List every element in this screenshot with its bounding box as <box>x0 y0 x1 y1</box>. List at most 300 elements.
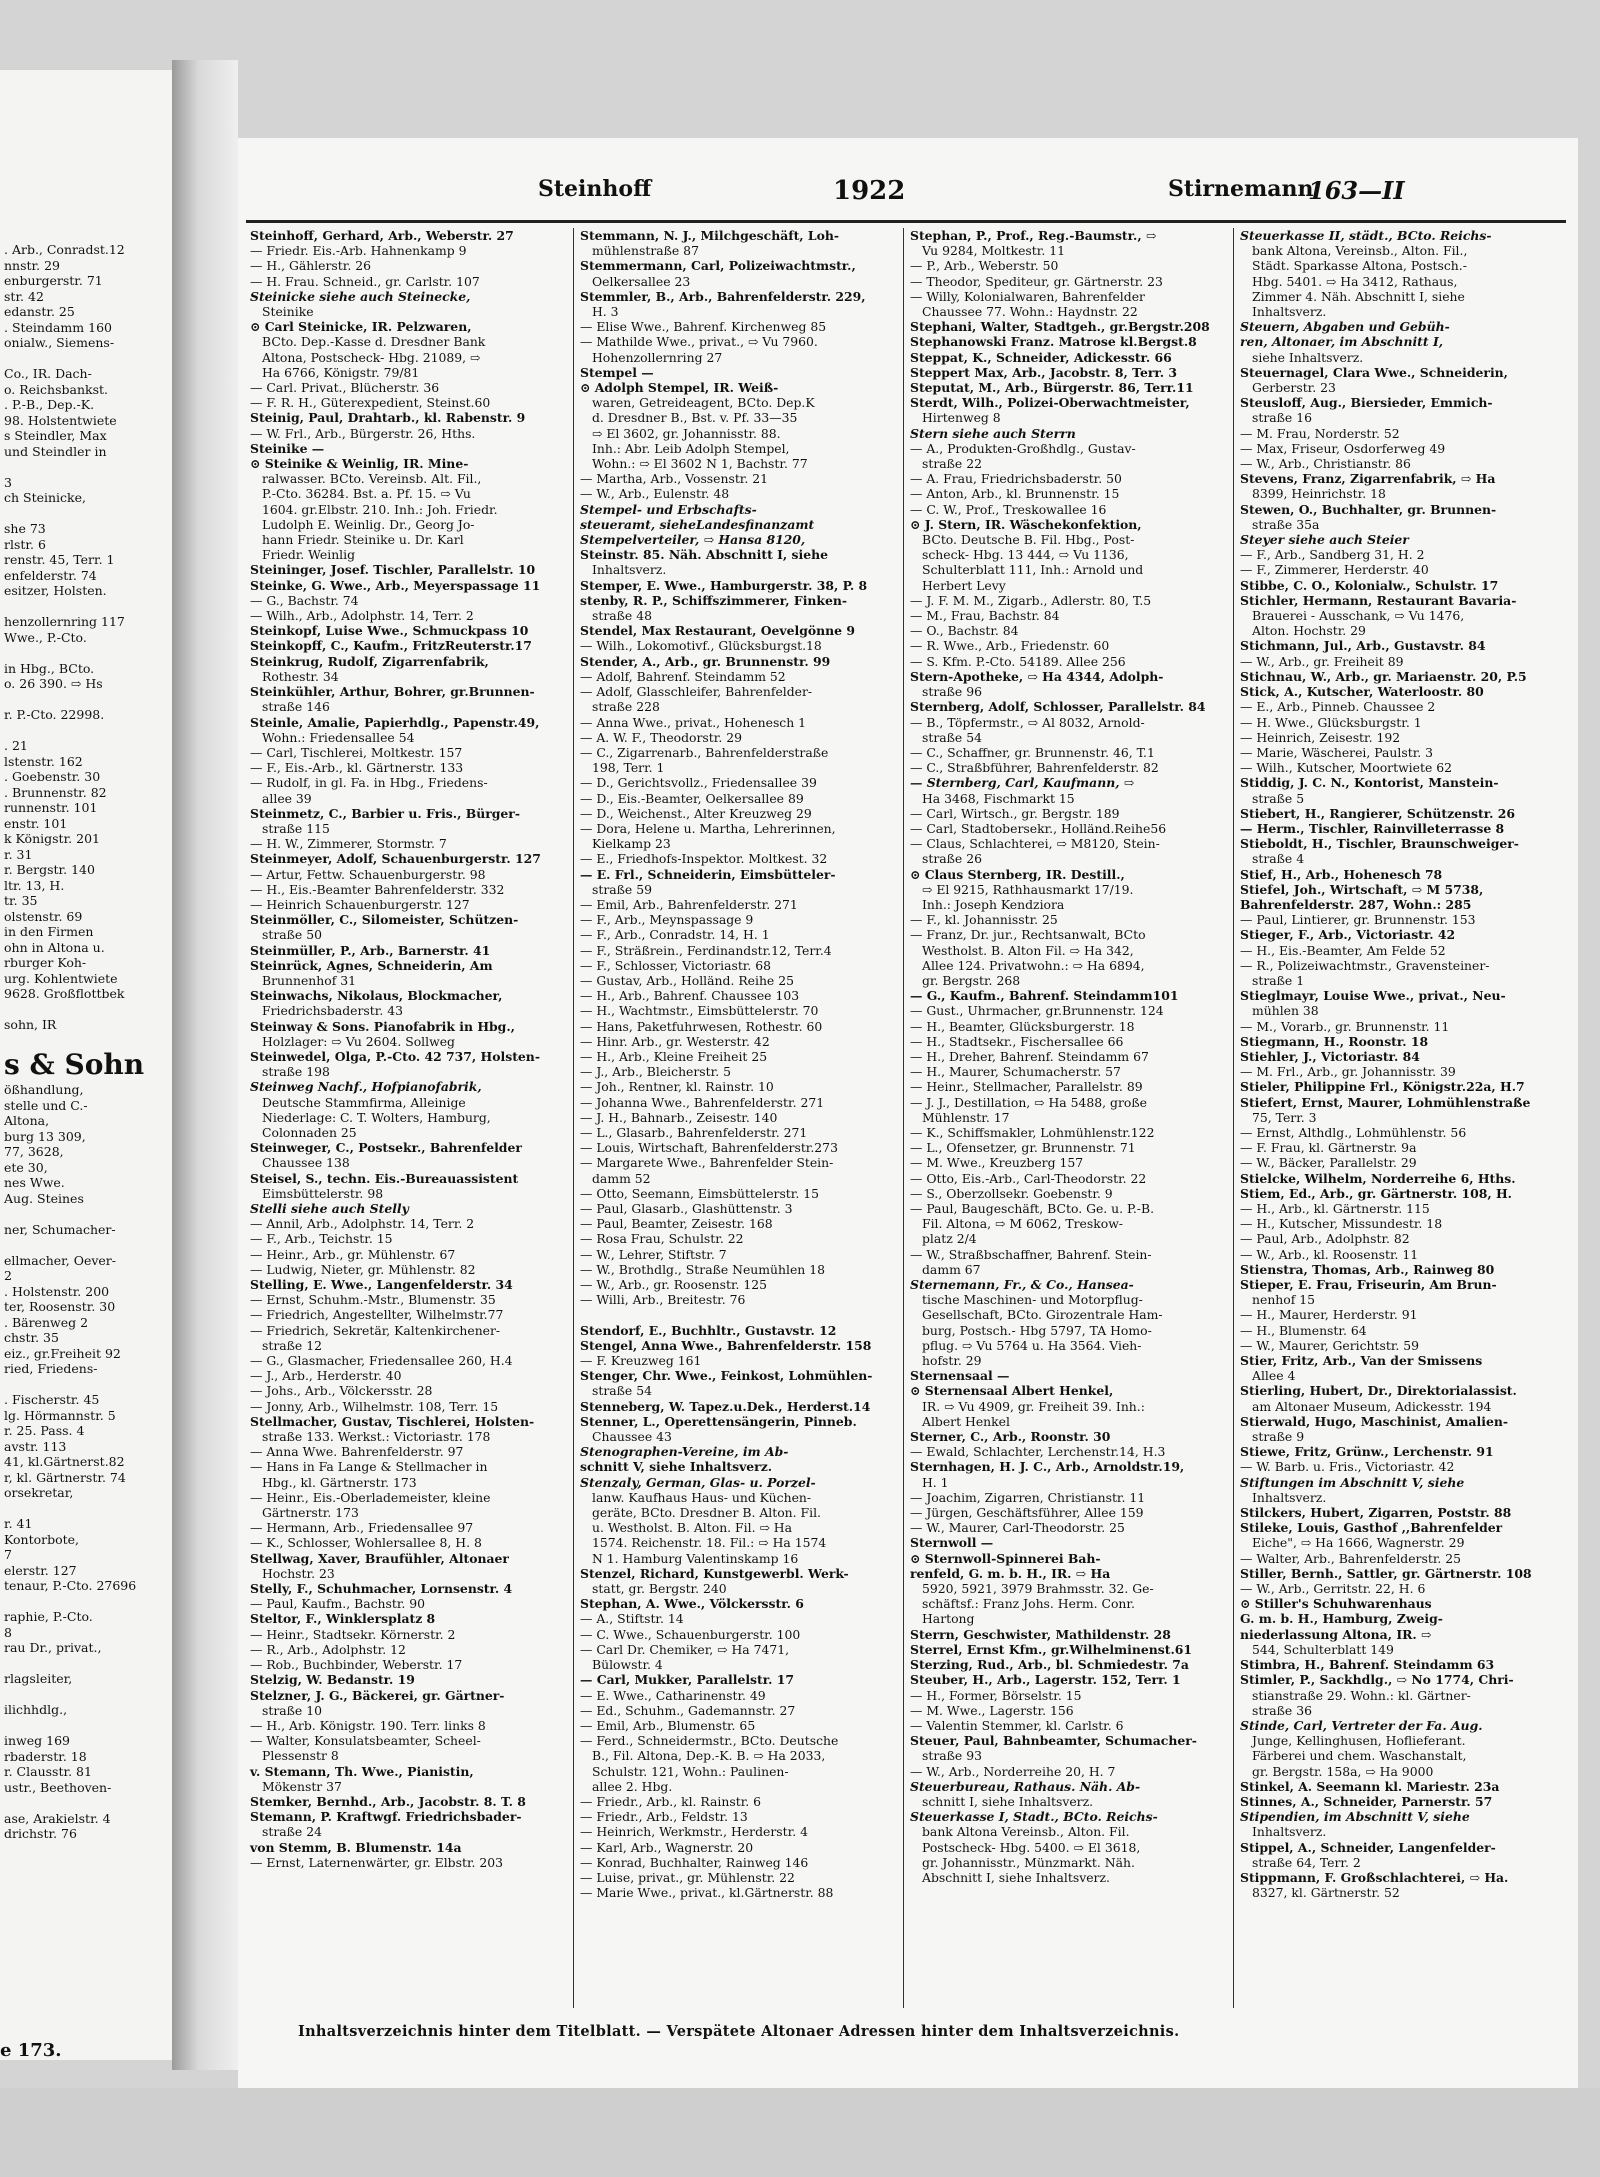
directory-entry: ⇨ El 3602, gr. Johannisstr. 88. <box>592 425 781 441</box>
directory-entry: straße 48 <box>592 608 652 624</box>
directory-entry: — W., Arb., Norderreihe 20, H. 7 <box>910 1763 1116 1779</box>
directory-entry: Stichnau, W., Arb., gr. Mariaenstr. 20, P.5 <box>1240 668 1527 684</box>
left-page-line: o. Reichsbankst. <box>4 381 109 397</box>
left-page-number: e 173. <box>0 2040 62 2061</box>
directory-entry: — W., Bäcker, Parallelstr. 29 <box>1240 1155 1417 1171</box>
directory-entry: — W., Brothdlg., Straße Neumühlen 18 <box>580 1261 825 1277</box>
left-page-line <box>0 1687 172 1703</box>
directory-entry: — S., Oberzollsekr. Goebenstr. 9 <box>910 1185 1113 1201</box>
left-page-line: enburgerstr. 71 <box>4 273 103 288</box>
column-2 <box>576 228 904 2008</box>
directory-entry: 198, Terr. 1 <box>592 760 665 776</box>
directory-entry: — M., Vorarb., gr. Brunnenstr. 11 <box>1240 1018 1450 1034</box>
directory-entry: Stippel, A., Schneider, Langenfelder- <box>1240 1839 1496 1855</box>
left-page-line: ner, Schumacher- <box>4 1221 116 1237</box>
directory-entry: — F., Eis.-Arb., kl. Gärtnerstr. 133 <box>250 760 464 776</box>
directory-entry: Allee 124. Privatwohn.: ⇨ Ha 6894, <box>922 957 1145 973</box>
directory-entry: straße 96 <box>922 684 982 700</box>
directory-entry: ⊙ Steinike & Weinlig, IR. Mine- <box>250 456 469 472</box>
directory-entry: allee 2. Hbg. <box>592 1778 673 1794</box>
left-page-line: drichstr. 76 <box>4 1826 77 1841</box>
left-page-line <box>0 1002 172 1018</box>
directory-entry: straße 133. Werkst.: Victoriastr. 178 <box>262 1429 491 1445</box>
left-page-line: r. 31 <box>4 846 33 862</box>
directory-entry: Steisel, S., techn. Eis.-Bureauassistent <box>250 1170 519 1186</box>
left-page-line: . Arb., Conradst.12 <box>4 242 125 257</box>
directory-entry: Plessenstr 8 <box>262 1748 339 1764</box>
directory-entry: Niederlage: C. T. Wolters, Hamburg, <box>262 1109 491 1125</box>
directory-entry: Steinmöller, C., Silomeister, Schützen- <box>250 912 519 928</box>
directory-entry <box>576 1307 904 1322</box>
left-page-line <box>0 645 172 661</box>
left-page-line <box>0 723 172 739</box>
directory-columns <box>246 228 1566 2008</box>
directory-entry: — Marie Wwe., privat., kl.Gärtnerstr. 88 <box>580 1885 834 1901</box>
directory-entry: siehe Inhaltsverz. <box>1252 349 1364 365</box>
directory-entry: Stellwag, Xaver, Braufühler, Altonaer <box>250 1550 509 1566</box>
directory-entry: — M., Frau, Bachstr. 84 <box>910 608 1060 624</box>
left-page-line <box>0 1377 172 1393</box>
page-footer-note: Inhaltsverzeichnis hinter dem Titelblatt. — Verspätete Altonaer Adressen hinter dem Inhaltsverzeichnis. <box>298 2023 1180 2040</box>
left-page-line: lstenstr. 162 <box>4 753 83 769</box>
directory-entry: lanw. Kaufhaus Haus- und Küchen- <box>592 1489 812 1505</box>
directory-entry: Steinke, G. Wwe., Arb., Meyerspassage 11 <box>250 577 541 593</box>
directory-entry: Steinkopf, Luise Wwe., Schmuckpass 10 <box>250 623 529 639</box>
directory-entry: Stiddig, J. C. N., Kontorist, Manstein- <box>1240 775 1499 791</box>
left-page-line: . Steindamm 160 <box>4 319 112 335</box>
directory-entry: Stieboldt, H., Tischler, Braunschweiger- <box>1240 836 1519 852</box>
directory-entry: Stemper, E. Wwe., Hamburgerstr. 38, P. 8 <box>580 577 868 593</box>
directory-entry: Deutsche Stammfirma, Alleinige <box>262 1094 466 1110</box>
directory-entry: — F., Sträßrein., Ferdinandstr.12, Terr.4 <box>580 942 832 958</box>
directory-entry: Stemker, Bernhd., Arb., Jacobstr. 8. T. 8 <box>250 1793 526 1809</box>
directory-entry: — R., Polizeiwachtmstr., Gravensteiner- <box>1240 957 1490 973</box>
left-page-line: rbaderstr. 18 <box>4 1748 87 1764</box>
directory-entry: Steinhoff, Gerhard, Arb., Weberstr. 27 <box>250 228 514 243</box>
left-page-line: raphie, P.-Cto. <box>4 1609 93 1624</box>
directory-entry: — Wilh., Lokomotivf., Glücksburgst.18 <box>580 638 822 654</box>
directory-entry: — Jonny, Arb., Wilhelmstr. 108, Terr. 15 <box>250 1398 499 1414</box>
directory-entry: Stiftungen im Abschnitt V, siehe <box>1240 1474 1465 1490</box>
left-page-line: elerstr. 127 <box>4 1562 77 1578</box>
directory-entry: Stempelverteiler, ⇨ Hansa 8120, <box>580 532 806 548</box>
directory-entry: — E., Arb., Pinneb. Chaussee 2 <box>1240 699 1436 715</box>
left-page-line: she 73 <box>4 521 46 536</box>
left-page-line: . 21 <box>4 738 28 753</box>
directory-entry: — Friedr., Arb., Feldstr. 13 <box>580 1809 748 1825</box>
left-page-fragment <box>0 70 174 2060</box>
directory-entry: ren, Altonaer, im Abschnitt I, <box>1240 334 1444 350</box>
directory-entry: — Walter, Arb., Bahrenfelderstr. 25 <box>1240 1550 1462 1566</box>
directory-entry: — Carl, Stadtobersekr., Holländ.Reihe56 <box>910 820 1167 836</box>
left-page-lines-continued <box>0 1082 172 1842</box>
directory-entry: Holzlager: ⇨ Vu 2604. Sollweg <box>262 1033 455 1049</box>
directory-entry: — C., Schaffner, gr. Brunnenstr. 46, T.1 <box>910 744 1155 760</box>
directory-entry: Altona, Postscheck- Hbg. 21089, ⇨ <box>262 349 481 365</box>
directory-entry: Stileke, Louis, Gasthof ,,Bahrenfelder <box>1240 1520 1503 1536</box>
directory-entry: straße 9 <box>1252 1429 1305 1445</box>
directory-entry: — J. H., Bahnarb., Zeisestr. 140 <box>580 1109 778 1125</box>
directory-entry: Inh.: Abr. Leib Adolph Stempel, <box>592 440 790 456</box>
directory-entry: Stierwald, Hugo, Maschinist, Amalien- <box>1240 1413 1508 1429</box>
directory-entry: — Joh., Rentner, kl. Rainstr. 10 <box>580 1079 774 1095</box>
directory-entry: — Johanna Wwe., Bahrenfelderstr. 271 <box>580 1094 825 1110</box>
directory-entry: — H. W., Zimmerer, Stormstr. 7 <box>250 836 447 852</box>
directory-entry: straße 10 <box>262 1702 322 1718</box>
directory-entry: — W., Arb., gr. Freiheit 89 <box>1240 653 1404 669</box>
directory-entry: — Mathilde Wwe., privat., ⇨ Vu 7960. <box>580 334 818 350</box>
directory-entry: — E., Friedhofs-Inspektor. Moltkest. 32 <box>580 851 828 867</box>
column-3 <box>906 228 1234 2008</box>
directory-entry: Friedr. Weinlig <box>262 547 356 563</box>
directory-entry: — Hermann, Arb., Friedensallee 97 <box>250 1520 474 1536</box>
directory-entry: — Emil, Arb., Blumenstr. 65 <box>580 1717 756 1733</box>
directory-entry: BCto. Deutsche B. Fil. Hbg., Post- <box>922 532 1135 548</box>
directory-entry: — J., Arb., Herderstr. 40 <box>250 1368 402 1384</box>
directory-entry: Stier, Fritz, Arb., Van der Smissens <box>1240 1353 1483 1369</box>
directory-entry: Stienstra, Thomas, Arb., Rainweg 80 <box>1240 1261 1495 1277</box>
directory-entry: 8327, kl. Gärtnerstr. 52 <box>1252 1885 1400 1901</box>
directory-entry: stenby, R. P., Schiffszimmerer, Finken- <box>580 592 848 608</box>
directory-entry: Stiewe, Fritz, Grünw., Lerchenstr. 91 <box>1240 1444 1494 1460</box>
directory-entry: Stilckers, Hubert, Zigarren, Poststr. 88 <box>1240 1505 1512 1521</box>
directory-entry: straße 59 <box>592 881 652 897</box>
directory-entry: straße 5 <box>1252 790 1305 806</box>
left-page-line: enfelderstr. 74 <box>4 567 97 583</box>
directory-entry: Steuern, Abgaben und Gebüh- <box>1240 319 1450 335</box>
left-page-line: 77, 3628, <box>4 1144 64 1159</box>
left-page-line: ößhandlung, <box>4 1082 84 1097</box>
directory-entry: Bülowstr. 4 <box>592 1657 663 1673</box>
directory-entry: — H., Gählerstr. 26 <box>250 258 371 274</box>
directory-entry: — C. W., Prof., Treskowallee 16 <box>910 501 1107 517</box>
directory-entry: Brauerei - Ausschank, ⇨ Vu 1476, <box>1252 608 1465 624</box>
directory-entry: Hohenzollernring 27 <box>592 349 723 365</box>
directory-entry: Zimmer 4. Näh. Abschnitt I, siehe <box>1252 288 1465 304</box>
directory-entry: straße 36 <box>1252 1702 1312 1718</box>
directory-entry: Stephanowski Franz. Matrose kl.Bergst.8 <box>910 334 1197 350</box>
directory-entry: u. Westholst. B. Alton. Fil. ⇨ Ha <box>592 1520 792 1536</box>
directory-entry: platz 2/4 <box>922 1231 977 1247</box>
directory-entry: — Heinrich, Werkmstr., Herderstr. 4 <box>580 1824 808 1840</box>
left-page-line: . P.-B., Dep.-K. <box>4 397 95 412</box>
directory-entry: Stenneberg, W. Tapez.u.Dek., Herderst.14 <box>580 1398 871 1414</box>
directory-entry: Steinkrug, Rudolf, Zigarrenfabrik, <box>250 653 489 669</box>
directory-entry: Steuerkasse II, städt., BCto. Reichs- <box>1240 228 1492 243</box>
left-page-big-heading: s & Sohn <box>4 1048 145 1081</box>
directory-entry: Steinmüller, P., Arb., Barnerstr. 41 <box>250 942 491 958</box>
left-page-line: o. 26 390. ⇨ Hs <box>4 676 103 691</box>
directory-entry: — F. Frau, kl. Gärtnerstr. 9a <box>1240 1140 1417 1156</box>
directory-entry: Brunnenhof 31 <box>262 972 357 988</box>
directory-entry: — Carl, Tischlerei, Moltkestr. 157 <box>250 744 463 760</box>
directory-entry: Sterrn, Geschwister, Mathildenstr. 28 <box>910 1626 1171 1642</box>
directory-entry: — K., Schiffsmakler, Lohmühlenstr.122 <box>910 1124 1155 1140</box>
directory-entry: — H., Arb., Bahrenf. Chaussee 103 <box>580 988 800 1004</box>
directory-entry: Stemann, P. Kraftwgf. Friedrichsbader- <box>250 1809 522 1825</box>
directory-entry: Stichler, Hermann, Restaurant Bavaria- <box>1240 592 1517 608</box>
left-page-line: ried, Friedens- <box>4 1361 98 1376</box>
directory-entry: gr. Bergstr. 268 <box>922 972 1021 988</box>
directory-entry: Stiebert, H., Rangierer, Schützenstr. 26 <box>1240 805 1515 821</box>
directory-entry: stianstraße 29. Wohn.: kl. Gärtner- <box>1252 1687 1471 1703</box>
directory-entry: — W., Arb., Eulenstr. 48 <box>580 486 730 502</box>
directory-entry: — Paul, Arb., Adolphstr. 82 <box>1240 1231 1410 1247</box>
directory-entry: Stieper, E. Frau, Friseurin, Am Brun- <box>1240 1277 1497 1293</box>
directory-entry: d. Dresdner B., Bst. v. Pf. 33—35 <box>592 410 798 426</box>
directory-entry: Chaussee 43 <box>592 1429 672 1445</box>
left-page-line: tr. 35 <box>4 893 38 908</box>
directory-entry: renfeld, G. m. b. H., IR. ⇨ Ha <box>910 1565 1111 1581</box>
directory-entry: Stipendien, im Abschnitt V, siehe <box>1240 1809 1470 1825</box>
directory-entry: — L., Glasarb., Bahrenfelderstr. 271 <box>580 1124 808 1140</box>
directory-entry: straße 64, Terr. 2 <box>1252 1854 1361 1870</box>
directory-entry: steueramt, sieheLandesfinanzamt <box>580 516 815 532</box>
directory-entry: Steinrück, Agnes, Schneiderin, Am <box>250 957 493 973</box>
directory-entry: — M. Wwe., Lagerstr. 156 <box>910 1702 1074 1718</box>
directory-entry: Sternemann, Fr., & Co., Hansea- <box>910 1277 1134 1293</box>
directory-entry: bank Altona, Vereinsb., Alton. Fil., <box>1252 243 1468 259</box>
directory-entry: — D., Gerichtsvollz., Friedensallee 39 <box>580 775 817 791</box>
directory-entry: straße 50 <box>262 927 322 943</box>
directory-entry: Stelzner, J. G., Bäckerei, gr. Gärtner- <box>250 1687 505 1703</box>
book-gutter <box>172 60 238 2070</box>
directory-entry: ⊙ Carl Steinicke, IR. Pelzwaren, <box>250 319 472 335</box>
directory-entry: Stimbra, H., Bahrenf. Steindamm 63 <box>1240 1657 1495 1673</box>
directory-entry: straße 198 <box>262 1064 330 1080</box>
directory-entry: Stendorf, E., Buchhltr., Gustavstr. 12 <box>580 1322 837 1338</box>
directory-entry: ⊙ Stiller's Schuhwarenhaus <box>1240 1596 1432 1612</box>
left-page-line: und Steindler in <box>4 443 107 459</box>
directory-entry: Steinike — <box>250 440 325 456</box>
left-page-line: 2 <box>4 1268 12 1283</box>
directory-entry: Stiegmann, H., Roonstr. 18 <box>1240 1033 1429 1049</box>
directory-entry: Stelling, E. Wwe., Langenfelderstr. 34 <box>250 1277 513 1293</box>
directory-entry: Hochstr. 23 <box>262 1565 335 1581</box>
directory-entry: H. 3 <box>592 304 619 320</box>
column-4 <box>1236 228 1564 2008</box>
directory-entry: — D., Eis.-Beamter, Oelkersallee 89 <box>580 790 804 806</box>
directory-entry: Colonnaden 25 <box>262 1124 357 1140</box>
left-page-line <box>0 351 172 367</box>
directory-entry: Inhaltsverz. <box>592 562 667 578</box>
directory-entry: Stevens, Franz, Zigarrenfabrik, ⇨ Ha <box>1240 471 1496 487</box>
directory-entry: ⊙ Sternwoll-Spinnerei Bah- <box>910 1550 1101 1566</box>
directory-entry: — Theodor, Spediteur, gr. Gärtnerstr. 23 <box>910 273 1163 289</box>
directory-entry: — Elise Wwe., Bahrenf. Kirchenweg 85 <box>580 319 827 335</box>
directory-entry: — J. J., Destillation, ⇨ Ha 5488, große <box>910 1094 1147 1110</box>
directory-entry: — R. Wwe., Arb., Friedenstr. 60 <box>910 638 1110 654</box>
directory-entry: Steputat, M., Arb., Bürgerstr. 86, Terr.11 <box>910 380 1194 396</box>
directory-entry: Schulterblatt 111, Inh.: Arnold und <box>922 562 1144 578</box>
directory-entry: Stemmann, N. J., Milchgeschäft, Loh- <box>580 228 840 243</box>
left-page-line: tenaur, P.-Cto. 27696 <box>4 1578 137 1593</box>
directory-entry: Oelkersallee 23 <box>592 273 691 289</box>
directory-entry: — E. Wwe., Catharinenstr. 49 <box>580 1687 766 1703</box>
directory-entry: — Wilh., Kutscher, Moortwiete 62 <box>1240 760 1452 776</box>
directory-entry: 544, Schulterblatt 149 <box>1252 1641 1394 1657</box>
left-page-line: . Goebenstr. 30 <box>4 769 101 784</box>
directory-entry: — W. Frl., Arb., Bürgerstr. 26, Hths. <box>250 425 476 441</box>
directory-entry: BCto. Dep.-Kasse d. Dresdner Bank <box>262 334 486 350</box>
directory-entry: Stief, H., Arb., Hohenesch 78 <box>1240 866 1443 882</box>
directory-entry: — Louis, Wirtschaft, Bahrenfelderstr.273 <box>580 1140 838 1156</box>
directory-entry: ⊙ Adolph Stempel, IR. Weiß- <box>580 380 779 396</box>
left-page-line: Wwe., P.-Cto. <box>4 629 87 645</box>
left-page-line <box>0 1237 172 1253</box>
left-page-line: 8 <box>4 1624 12 1640</box>
directory-entry: Chaussee 77. Wohn.: Haydnstr. 22 <box>922 304 1138 320</box>
left-page-line: k Königstr. 201 <box>4 831 100 846</box>
directory-entry: Steinkühler, Arthur, Bohrer, gr.Brunnen- <box>250 684 535 700</box>
directory-entry: Steuernagel, Clara Wwe., Schneiderin, <box>1240 364 1508 380</box>
directory-entry: ⊙ Claus Sternberg, IR. Destill., <box>910 866 1125 882</box>
directory-entry: schnitt I, siehe Inhaltsverz. <box>922 1793 1094 1809</box>
directory-entry: Steppat, K., Schneider, Adickesstr. 66 <box>910 349 1172 365</box>
directory-entry: — F., Arb., Teichstr. 15 <box>250 1231 393 1247</box>
directory-entry: ⇨ El 9215, Rathhausmarkt 17/19. <box>922 881 1134 897</box>
left-page-line <box>0 599 172 615</box>
directory-entry: — Ernst, Schuhm.-Mstr., Blumenstr. 35 <box>250 1292 496 1308</box>
left-page-line: ase, Arakielstr. 4 <box>4 1810 111 1826</box>
directory-entry: — Wilh., Arb., Adolphstr. 14, Terr. 2 <box>250 608 474 624</box>
directory-entry: Wohn.: ⇨ El 3602 N 1, Bachstr. 77 <box>592 456 808 472</box>
directory-entry: Stenger, Chr. Wwe., Feinkost, Lohmühlen- <box>580 1368 873 1384</box>
directory-entry: H. 1 <box>922 1474 949 1490</box>
directory-entry: Stendel, Max Restaurant, Oevelgönne 9 <box>580 623 855 639</box>
directory-entry: Hirtenweg 8 <box>922 410 1001 426</box>
directory-entry: Färberei und chem. Waschanstalt, <box>1252 1748 1467 1764</box>
header-page-number: 163—II <box>1308 176 1405 205</box>
directory-entry: — H., Dreher, Bahrenf. Steindamm 67 <box>910 1048 1149 1064</box>
directory-entry: — F. R. H., Güterexpedient, Steinst.60 <box>250 395 491 411</box>
directory-entry: Stinnes, A., Schneider, Parnerstr. 57 <box>1240 1793 1493 1809</box>
directory-entry: Sternwoll — <box>910 1535 994 1551</box>
directory-entry: Gärtnerstr. 173 <box>262 1505 359 1521</box>
directory-entry: Junge, Kellinghusen, Hoflieferant. <box>1252 1733 1466 1749</box>
directory-entry: — F., Arb., Conradstr. 14, H. 1 <box>580 927 770 943</box>
directory-entry: — Friedrich, Angestellter, Wilhelmstr.77 <box>250 1307 504 1323</box>
directory-entry: Allee 4 <box>1252 1368 1296 1384</box>
left-page-line: ete 30, <box>4 1159 48 1175</box>
left-page-line: 41, kl.Gärtnerst.82 <box>4 1454 125 1469</box>
directory-entry: Städt. Sparkasse Altona, Postsch.- <box>1252 258 1467 274</box>
left-page-line: enstr. 101 <box>4 815 68 831</box>
directory-entry: Eimsbüttelerstr. 98 <box>262 1185 384 1201</box>
left-page-line <box>0 506 172 522</box>
directory-entry: — Franz, Dr. jur., Rechtsanwalt, BCto <box>910 927 1146 943</box>
left-page-line: in den Firmen <box>4 924 94 939</box>
directory-entry: — Heinr., Arb., gr. Mühlenstr. 67 <box>250 1246 456 1262</box>
column-1 <box>246 228 574 2008</box>
directory-entry: — Hans, Paketfuhrwesen, Rothestr. 60 <box>580 1018 823 1034</box>
directory-entry: hofstr. 29 <box>922 1353 982 1369</box>
directory-entry: straße 24 <box>262 1824 322 1840</box>
directory-entry: — Otto, Seemann, Eimsbüttelerstr. 15 <box>580 1185 819 1201</box>
directory-entry: Inhaltsverz. <box>1252 1489 1327 1505</box>
directory-entry: — Ernst, Althdlg., Lohmühlenstr. 56 <box>1240 1124 1467 1140</box>
left-page-line: Kontorbote, <box>4 1531 80 1547</box>
directory-entry: v. Stemann, Th. Wwe., Pianistin, <box>250 1763 474 1779</box>
directory-entry: — M. Frau, Norderstr. 52 <box>1240 425 1400 441</box>
directory-entry: straße 146 <box>262 699 330 715</box>
directory-entry: — Johs., Arb., Völckersstr. 28 <box>250 1383 433 1399</box>
directory-entry: — Karl, Arb., Wagnerstr. 20 <box>580 1839 754 1855</box>
directory-entry: Stellmacher, Gustav, Tischlerei, Holsten- <box>250 1413 535 1429</box>
directory-entry: Stiefert, Ernst, Maurer, Lohmühlenstraße <box>1240 1094 1531 1110</box>
left-page-line: Altona, <box>4 1113 50 1128</box>
directory-entry: — R., Arb., Adolphstr. 12 <box>250 1641 406 1657</box>
directory-entry: — O., Bachstr. 84 <box>910 623 1019 639</box>
directory-entry: 5920, 5921, 3979 Brahmsstr. 32. Ge- <box>922 1581 1154 1597</box>
directory-entry: — E. Frl., Schneiderin, Eimsbütteler- <box>580 866 836 882</box>
directory-entry: — Konrad, Buchhalter, Rainweg 146 <box>580 1854 809 1870</box>
directory-entry: — Willy, Kolonialwaren, Bahrenfelder <box>910 288 1145 304</box>
directory-entry: von Stemm, B. Blumenstr. 14a <box>250 1839 462 1855</box>
directory-entry: straße 54 <box>592 1383 652 1399</box>
directory-entry: — Valentin Stemmer, kl. Carlstr. 6 <box>910 1717 1124 1733</box>
directory-entry: Albert Henkel <box>922 1413 1010 1429</box>
directory-entry: ⊙ Sternensaal Albert Henkel, <box>910 1383 1114 1399</box>
directory-entry: Stieger, F., Arb., Victoriastr. 42 <box>1240 927 1456 943</box>
directory-entry: — Joachim, Zigarren, Christianstr. 11 <box>910 1489 1146 1505</box>
left-page-line: edanstr. 25 <box>4 304 75 319</box>
left-page-line: s Steindler, Max <box>4 428 107 443</box>
directory-page <box>238 138 1578 2088</box>
directory-entry: hann Friedr. Steinike u. Dr. Karl <box>262 532 464 548</box>
directory-entry: — Marie, Wäscherei, Paulstr. 3 <box>1240 744 1434 760</box>
directory-entry: Westholst. B. Alton Fil. ⇨ Ha 342, <box>922 942 1134 958</box>
directory-entry: Inhaltsverz. <box>1252 304 1327 320</box>
header-rule <box>246 220 1566 223</box>
directory-entry: — P., Arb., Weberstr. 50 <box>910 258 1059 274</box>
left-page-line <box>0 1594 172 1610</box>
directory-entry: Friedrichsbaderstr. 43 <box>262 1003 403 1019</box>
directory-entry: — Friedr. Eis.-Arb. Hahnenkamp 9 <box>250 243 467 259</box>
directory-entry: Stemmermann, Carl, Polizeiwachtmstr., <box>580 258 856 274</box>
left-page-line: . Brunnenstr. 82 <box>4 784 107 800</box>
directory-entry: — Heinr., Eis.-Oberlademeister, kleine <box>250 1489 491 1505</box>
directory-entry: Ludolph E. Weinlig. Dr., Georg Jo- <box>262 516 475 532</box>
left-page-line: r. P.-Cto. 22998. <box>4 707 105 722</box>
directory-entry: Gerberstr. 23 <box>1252 380 1336 396</box>
left-page-line: ilichhdlg., <box>4 1702 68 1717</box>
left-page-line: rlstr. 6 <box>4 536 46 552</box>
directory-entry: — Heinrich, Zeisestr. 192 <box>1240 729 1401 745</box>
directory-entry: Stieglmayr, Louise Wwe., privat., Neu- <box>1240 988 1506 1004</box>
directory-entry: — Rudolf, in gl. Fa. in Hbg., Friedens- <box>250 775 488 791</box>
directory-entry: straße 115 <box>262 820 330 836</box>
directory-entry: straße 1 <box>1252 972 1305 988</box>
directory-entry: Steinweg Nachf., Hofpianofabrik, <box>250 1079 482 1095</box>
header-year: 1922 <box>833 176 906 206</box>
directory-entry: Stenner, L., Operettensängerin, Pinneb. <box>580 1413 857 1429</box>
directory-entry: — H. Frau. Schneid., gr. Carlstr. 107 <box>250 273 480 289</box>
directory-entry: Steinle, Amalie, Papierhdlg., Papenstr.49, <box>250 714 540 730</box>
left-page-line: ustr., Beethoven- <box>4 1779 112 1795</box>
directory-entry: — Herm., Tischler, Rainvilleterrasse 8 <box>1240 820 1505 836</box>
left-page-line: sohn, IR <box>4 1017 57 1032</box>
directory-entry: — Emil, Arb., Bahrenfelderstr. 271 <box>580 896 798 912</box>
directory-entry: Stinkel, A. Seemann kl. Mariestr. 23a <box>1240 1778 1500 1794</box>
directory-entry: Hartong <box>922 1611 975 1627</box>
left-page-line <box>0 1718 172 1734</box>
directory-entry: waren, Getreideagent, BCto. Dep.K <box>592 395 815 411</box>
left-page-line: . Bärenweg 2 <box>4 1314 89 1330</box>
left-page-line: olstenstr. 69 <box>4 908 83 924</box>
directory-entry: — A. Frau, Friedrichsbaderstr. 50 <box>910 471 1122 487</box>
directory-entry: Eiche", ⇨ Ha 1666, Wagnerstr. 29 <box>1252 1535 1465 1551</box>
